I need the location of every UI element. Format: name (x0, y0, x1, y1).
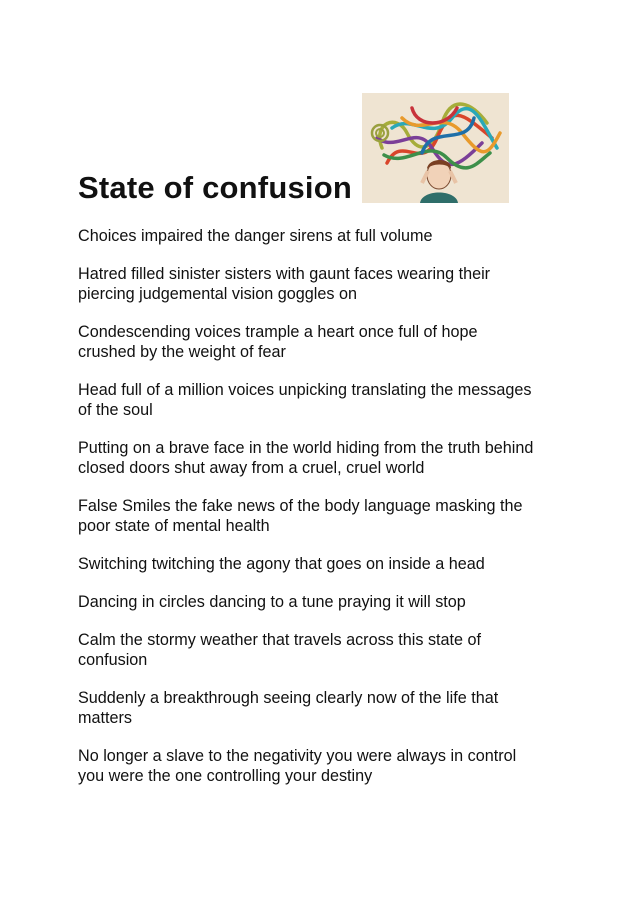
stanza: Condescending voices trample a heart once full of hope crushed by the weight of fear (78, 323, 478, 361)
stanza: False Smiles the fake news of the body language masking the poor state of mental health (78, 497, 523, 535)
stanza: No longer a slave to the negativity you were always in control you were the one controlling your destiny (78, 747, 517, 785)
page-title: State of confusion (78, 170, 352, 205)
stanza: Switching twitching the agony that goes on inside a head (78, 555, 485, 573)
stanza: Dancing in circles dancing to a tune praying it will stop (78, 593, 466, 611)
stanza: Putting on a brave face in the world hiding from the truth behind closed doors shut away from a cruel, cruel world (78, 439, 534, 477)
stanza: Calm the stormy weather that travels across this state of confusion (78, 631, 482, 669)
stanza: Choices impaired the danger sirens at full volume (78, 227, 433, 245)
tangled-thoughts-illustration (362, 93, 509, 203)
stanza: Head full of a million voices unpicking translating the messages of the soul (78, 381, 532, 419)
poem-body (78, 226, 578, 804)
stanza: Suddenly a breakthrough seeing clearly now of the life that matters (78, 689, 499, 727)
stanza: Hatred filled sinister sisters with gaunt faces wearing their piercing judgemental vision goggles on (78, 265, 491, 303)
